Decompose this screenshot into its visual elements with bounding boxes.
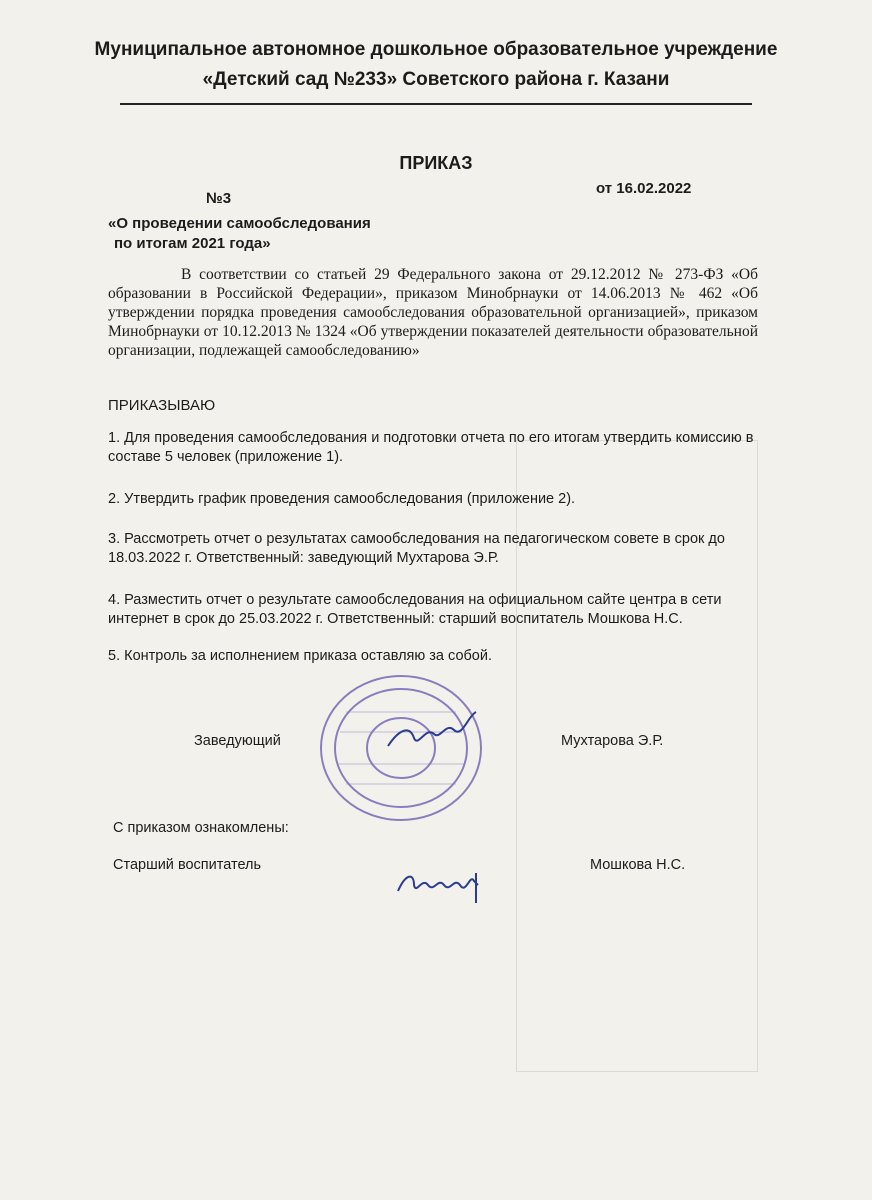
senior-teacher-signature-icon <box>392 855 507 905</box>
order-item-5: 5. Контроль за исполнением приказа оставляю за собой. <box>108 648 493 664</box>
signatory-name: Мухтарова Э.Р. <box>561 733 664 749</box>
acknowledgement-label: С приказом ознакомлены: <box>113 820 289 836</box>
order-subject <box>108 214 408 254</box>
subject-line1: «О проведении самообследования <box>108 215 371 232</box>
order-number: №3 <box>206 190 232 207</box>
order-item-4: 4. Разместить отчет о результате самообследования на официальном сайте центра в сети интернет в срок до 25.03.2022 г. Ответственный: старший воспитатель Мошкова Н.С. <box>108 592 722 627</box>
director-signature-icon <box>380 708 480 758</box>
preamble-text: В соответствии со статьей 29 Федерального закона от 29.12.2012 № 273-ФЗ «Об образовании в Российской Федерации», приказом Минобрнауки от 14.06.2013 № 462 «Об утверждении порядка проведения самообследования образовательной организацией», приказом Минобрнауки от 10.12.2013 № 1324 «Об утверждении показателей деятельности образовательной организации, подлежащей самообследованию» <box>108 266 758 359</box>
header-divider <box>120 103 752 105</box>
org-name-line2: «Детский сад №233» Советского района г. Казани <box>202 69 670 90</box>
subject-line2: по итогам 2021 года» <box>114 235 271 252</box>
document-title: ПРИКАЗ <box>399 153 473 173</box>
order-item-3: 3. Рассмотреть отчет о результатах самообследования на педагогическом совете в срок до 18.03.2022 г. Ответственный: заведующий Мухтарова Э.Р. <box>108 531 725 566</box>
order-word: ПРИКАЗЫВАЮ <box>108 397 216 414</box>
order-date: от 16.02.2022 <box>596 180 692 197</box>
order-item-1: 1. Для проведения самообследования и подготовки отчета по его итогам утвердить комиссию в составе 5 человек (приложение 1). <box>108 430 754 465</box>
acknowledged-role: Старший воспитатель <box>113 857 262 873</box>
order-item-2: 2. Утвердить график проведения самообследования (приложение 2). <box>108 491 576 507</box>
acknowledged-name: Мошкова Н.С. <box>590 857 686 873</box>
org-name-line1: Муниципальное автономное дошкольное образовательное учреждение <box>94 39 778 60</box>
signatory-role: Заведующий <box>194 733 281 749</box>
